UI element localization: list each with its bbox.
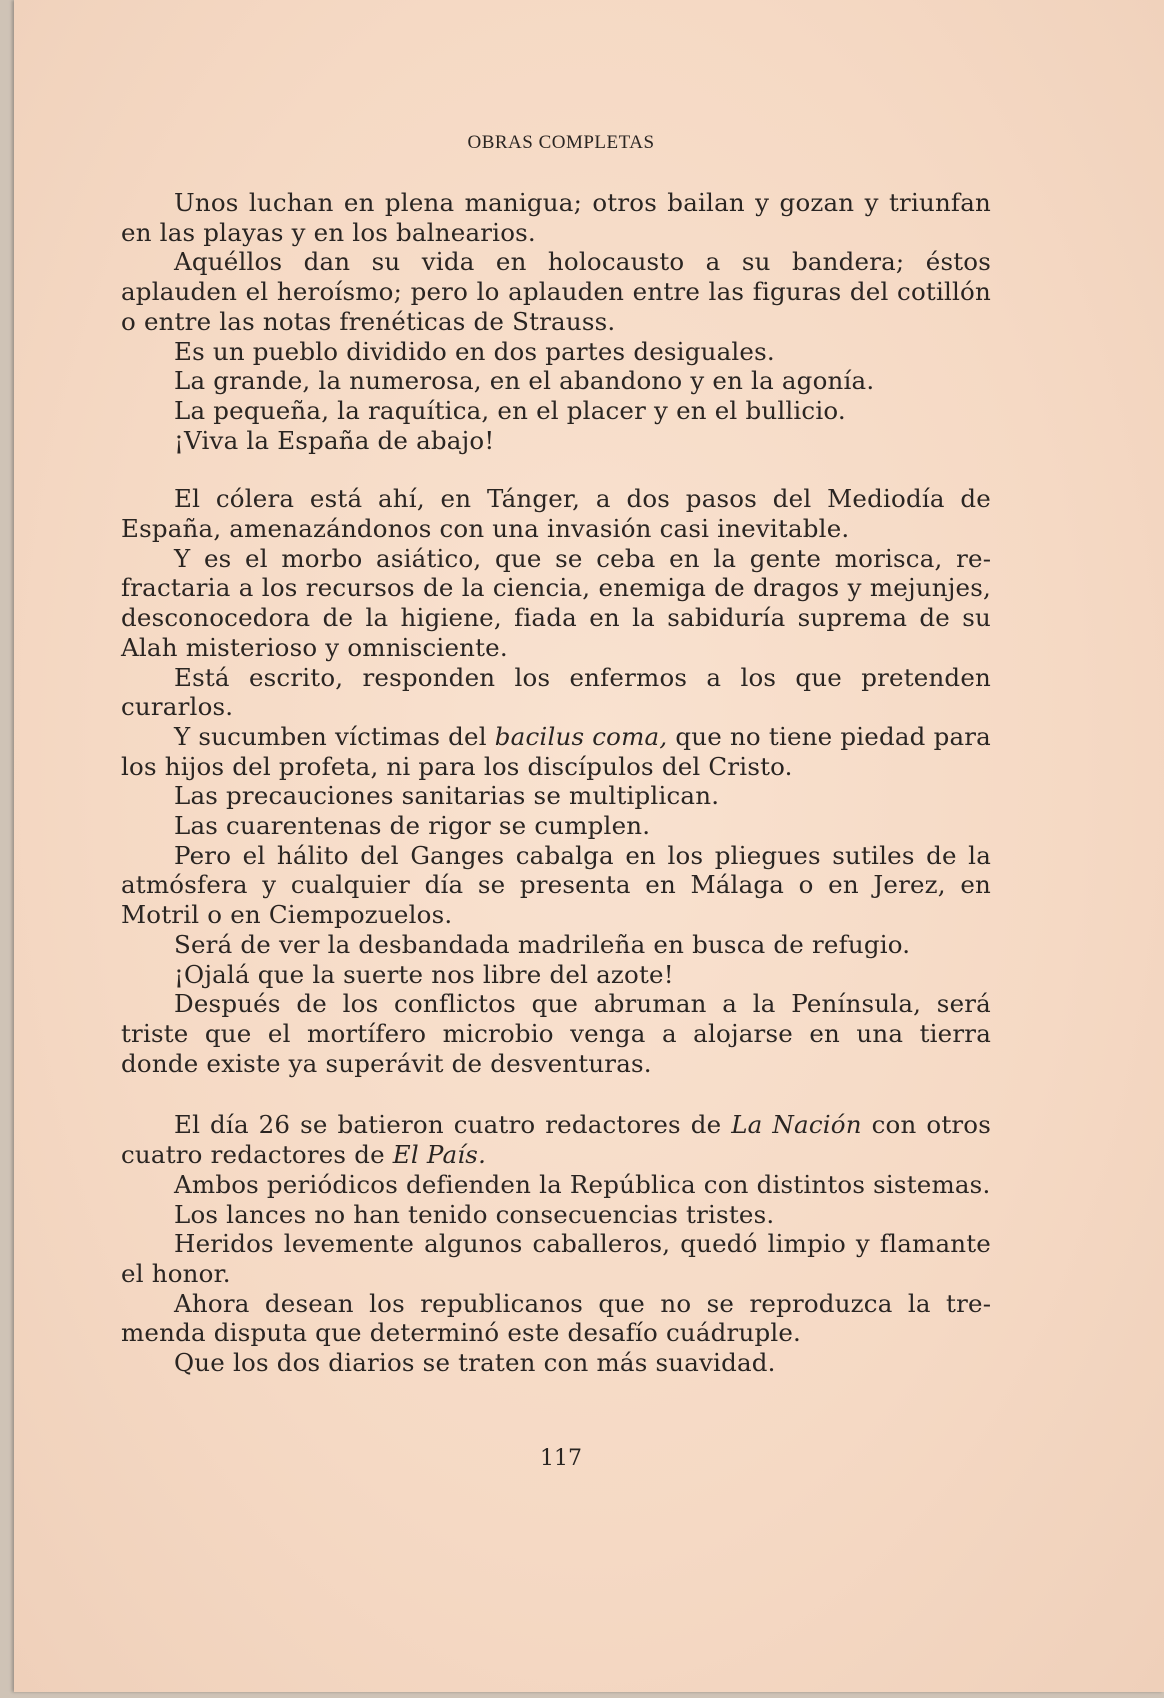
- paragraph: Ahora desean los republicanos que no se reproduzca la tremenda disputa que determinó este desafío cuádruple.: [121, 1288, 991, 1348]
- paragraph: ¡Ojalá que la suerte nos libre del azote!: [174, 959, 674, 989]
- paragraph: Está escrito, responden los enfermos a los que pretenden curarlos.: [121, 662, 991, 722]
- paragraph: Las precauciones sanitarias se multiplican.: [174, 781, 720, 811]
- paragraph: Que los dos diarios se traten con más suavidad.: [174, 1348, 776, 1378]
- paragraph: [121, 722, 991, 781]
- newspaper-title: El País.: [392, 1140, 487, 1170]
- paragraph: Ambos periódicos defienden la República con distintos sistemas.: [174, 1169, 991, 1199]
- paragraph: ¡Viva la España de abajo!: [174, 425, 495, 455]
- running-head: OBRAS COMPLETAS: [467, 132, 655, 153]
- paragraph: Heridos levemente algunos caballeros, quedó limpio y flamante el honor.: [121, 1229, 991, 1288]
- paragraph: Pero el hálito del Ganges cabalga en los pliegues sutiles de la atmósfera y cualquier día se presenta en Málaga o en Jerez, en Motril o en Ciempozuelos.: [121, 840, 991, 930]
- section-break: [121, 1078, 991, 1110]
- text-run: Y sucumben víctimas del: [174, 721, 495, 751]
- paragraph: Y es el morbo asiático, que se ceba en la gente morisca, refractaria a los recursos de la ciencia, enemiga de dragos y mejunjes, desconocedora de la higiene, fiada en la sabiduría suprema de su Alah misterioso y omnisciente.: [121, 543, 991, 662]
- newspaper-title: La Nación: [731, 1110, 862, 1140]
- paragraph: El cólera está ahí, en Tánger, a dos pasos del Mediodía de España, amenazándonos con una invasión casi inevitable.: [121, 484, 991, 544]
- paragraph: Después de los conflictos que abruman a la Península, será triste que el mortífero microbio venga a alojarse en una tierra donde existe ya superávit de desventuras.: [121, 989, 991, 1078]
- paragraph: La pequeña, la raquítica, en el placer y en el bullicio.: [174, 395, 846, 425]
- italic-term: bacilus coma,: [494, 721, 668, 751]
- page-number: 117: [540, 1446, 582, 1471]
- paragraph: Es un pueblo dividido en dos partes desiguales.: [174, 336, 775, 366]
- section-break: [121, 455, 991, 484]
- paragraph: Será de ver la desbandada madrileña en busca de refugio.: [174, 929, 911, 959]
- book-page: [14, 0, 1164, 1692]
- paragraph: [121, 1110, 991, 1169]
- text-run: El día 26 se batieron cuatro redactores de: [174, 1110, 732, 1140]
- text-run: que no tiene piedad para los hijos del profeta, ni para los discípulos del Cristo.: [121, 721, 991, 781]
- paragraph: Aquéllos dan su vida en holocausto a su bandera; éstos aplauden el heroísmo; pero lo aplauden entre las figuras del cotillón o entre las notas frenéticas de Strauss.: [121, 247, 991, 336]
- paragraph: Unos luchan en plena manigua; otros bailan y gozan y triunfan en las playas y en los balnearios.: [121, 188, 991, 247]
- paragraph: La grande, la numerosa, en el abandono y en la agonía.: [174, 366, 875, 396]
- paragraph: Los lances no han tenido consecuencias tristes.: [174, 1199, 775, 1229]
- paragraph: Las cuarentenas de rigor se cumplen.: [174, 811, 651, 841]
- text-run: con otros cuatro redactores de: [121, 1110, 991, 1170]
- body-text: [121, 188, 991, 1378]
